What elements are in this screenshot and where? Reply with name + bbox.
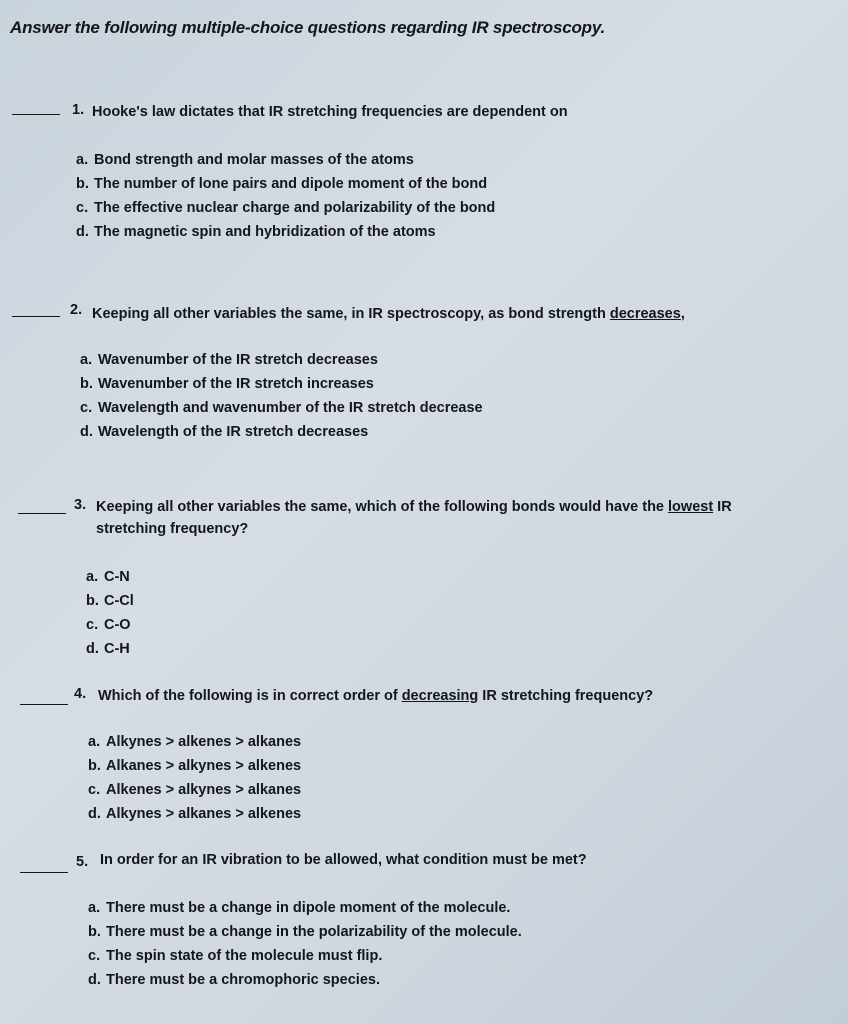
question-number: 5.: [76, 854, 89, 870]
option-d[interactable]: d. Alkynes > alkanes > alkenes: [88, 806, 302, 822]
option-c[interactable]: c. Alkenes > alkynes > alkanes: [88, 782, 302, 798]
question-text: Which of the following is in correct order of decreasing IR stretching frequency?: [98, 688, 654, 704]
option-b[interactable]: b. There must be a change in the polarizability of the molecule.: [88, 924, 522, 940]
options-list: [76, 148, 495, 244]
question-text: Keeping all other variables the same, in IR spectroscopy, as bond strength decreases,: [92, 306, 685, 322]
option-b[interactable]: b. The number of lone pairs and dipole moment of the bond: [76, 176, 488, 192]
options-list: [88, 730, 301, 826]
option-d[interactable]: d. There must be a chromophoric species.: [88, 972, 380, 988]
option-d[interactable]: d. Wavelength of the IR stretch decreases: [80, 424, 369, 440]
option-b[interactable]: b. C-Cl: [86, 593, 134, 609]
answer-blank-4[interactable]: [20, 704, 68, 705]
question-number: 2.: [70, 302, 83, 318]
option-b[interactable]: b. Alkanes > alkynes > alkenes: [88, 758, 302, 774]
question-number: 4.: [74, 686, 87, 702]
page-title: Answer the following multiple-choice questions regarding IR spectroscopy.: [10, 18, 605, 37]
question-text-line2: stretching frequency?: [96, 521, 249, 537]
option-c[interactable]: c. The spin state of the molecule must flip.: [88, 948, 383, 964]
question-text: Keeping all other variables the same, which of the following bonds would have the lowest IR: [96, 499, 732, 515]
option-c[interactable]: c. C-O: [86, 617, 131, 633]
option-a[interactable]: a. Wavenumber of the IR stretch decreases: [80, 352, 378, 368]
option-a[interactable]: a. Bond strength and molar masses of the atoms: [76, 152, 414, 168]
question-number: 3.: [74, 497, 87, 513]
option-a[interactable]: a. Alkynes > alkenes > alkanes: [88, 734, 302, 750]
option-d[interactable]: d. C-H: [86, 641, 130, 657]
answer-blank-3[interactable]: [18, 513, 66, 514]
question-number: 1.: [72, 102, 85, 118]
options-list: [80, 348, 483, 444]
options-list: [86, 565, 134, 661]
option-b[interactable]: b. Wavenumber of the IR stretch increases: [80, 376, 374, 392]
option-d[interactable]: d. The magnetic spin and hybridization of the atoms: [76, 224, 436, 240]
option-c[interactable]: c. Wavelength and wavenumber of the IR stretch decrease: [80, 400, 483, 416]
answer-blank-1[interactable]: [12, 114, 60, 115]
answer-blank-5[interactable]: [20, 872, 68, 873]
option-a[interactable]: a. C-N: [86, 569, 130, 585]
option-a[interactable]: a. There must be a change in dipole moment of the molecule.: [88, 900, 511, 916]
question-text: In order for an IR vibration to be allowed, what condition must be met?: [100, 852, 587, 868]
answer-blank-2[interactable]: [12, 316, 60, 317]
options-list: [88, 896, 522, 992]
option-c[interactable]: c. The effective nuclear charge and polarizability of the bond: [76, 200, 496, 216]
question-text: Hooke's law dictates that IR stretching frequencies are dependent on: [92, 104, 568, 120]
